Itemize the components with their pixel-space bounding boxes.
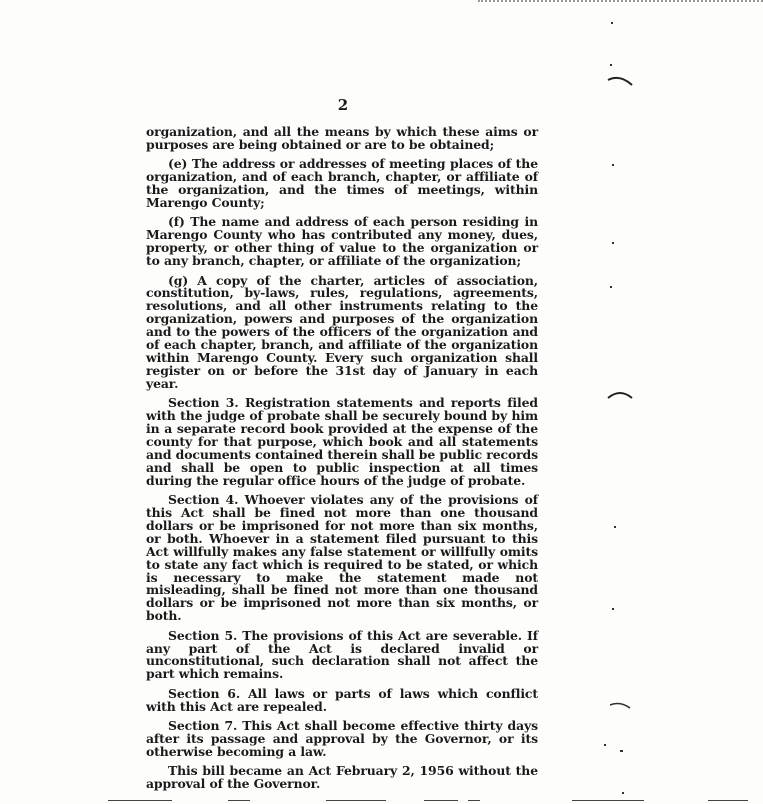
paragraph-clause-e: (e) The address or addresses of meeting places of the organization, and of each branch, chapter, or affiliate of the organization, and the times of meetings, within Marengo County; xyxy=(146,156,538,211)
scan-bottom-line xyxy=(424,800,458,801)
scan-bottom-line xyxy=(708,800,748,801)
scan-bottom-line xyxy=(572,800,644,801)
scan-mark-curve-bottom xyxy=(608,700,634,712)
scan-speck xyxy=(612,242,614,244)
paragraph-section-4: Section 4. Whoever violates any of the provisions of this Act shall be fined not more than one thousand dollars or be imprisoned for not more than six months, or both. Whoever in a statement filed pursuant to this Act willfully makes any false statement or willfully omits to state any fact which is required to be stated, or which is necessary to make the statement made not misleading, shall be fined not more than one thousand dollars or be imprisoned not more than six months, or both. xyxy=(146,492,538,624)
scan-speck xyxy=(610,64,612,66)
scan-speck xyxy=(614,526,616,528)
scan-bottom-line xyxy=(326,800,386,801)
scan-mark-curve-top xyxy=(606,72,636,88)
paragraph-section-7: Section 7. This Act shall become effective thirty days after its passage and approval by the Governor, or its otherwise becoming a law. xyxy=(146,718,538,759)
paragraph-section-6: Section 6. All laws or parts of laws which conflict with this Act are repealed. xyxy=(146,685,538,714)
scan-speck xyxy=(612,164,614,166)
scan-bottom-line xyxy=(468,800,480,801)
paragraph-approval-note: This bill became an Act February 2, 1956 without the approval of the Governor. xyxy=(146,763,538,792)
scan-speck xyxy=(612,608,614,610)
paragraph-clause-f: (f) The name and address of each person residing in Marengo County who has contributed any money, dues, property, or other thing of value to the organization or to any branch, chapter, or affiliate of the organization; xyxy=(146,214,538,269)
scan-edge-dots xyxy=(478,0,763,4)
scan-speck xyxy=(610,286,612,288)
body-text xyxy=(146,126,538,798)
scan-bottom-line xyxy=(108,800,172,801)
scan-speck xyxy=(604,744,606,746)
paragraph-continuation: organization, and all the means by which these aims or purposes are being obtained or are to be obtained; xyxy=(146,124,538,152)
paragraph-section-3: Section 3. Registration statements and reports filed with the judge of probate shall be securely bound by him in a separate record book provided at the expense of the county for that purpose, which book and all statements and documents contained therein shall be public records and shall be open to public inspection at all times during the regular office hours of the judge of probate. xyxy=(146,395,538,488)
scan-mark-curve-middle xyxy=(606,386,636,402)
scan-speck xyxy=(622,792,624,794)
scan-bottom-line xyxy=(228,800,250,801)
paragraph-section-5: Section 5. The provisions of this Act are severable. If any part of the Act is declared invalid or unconstitutional, such declaration shall not affect the part which remains. xyxy=(146,627,538,682)
paragraph-clause-g: (g) A copy of the charter, articles of association, constitution, by-laws, rules, regulations, agreements, resolutions, and all other instruments relating to the organization, powers and purposes of the organization and to the powers of the officers of the organization and of each chapter, branch, and affiliate of the organization within Marengo County. Every such organization shall register on or before the 31st day of January in each year. xyxy=(146,272,538,391)
scan-speck xyxy=(611,22,613,24)
page-number: 2 xyxy=(337,96,349,114)
scan-speck xyxy=(620,750,623,752)
